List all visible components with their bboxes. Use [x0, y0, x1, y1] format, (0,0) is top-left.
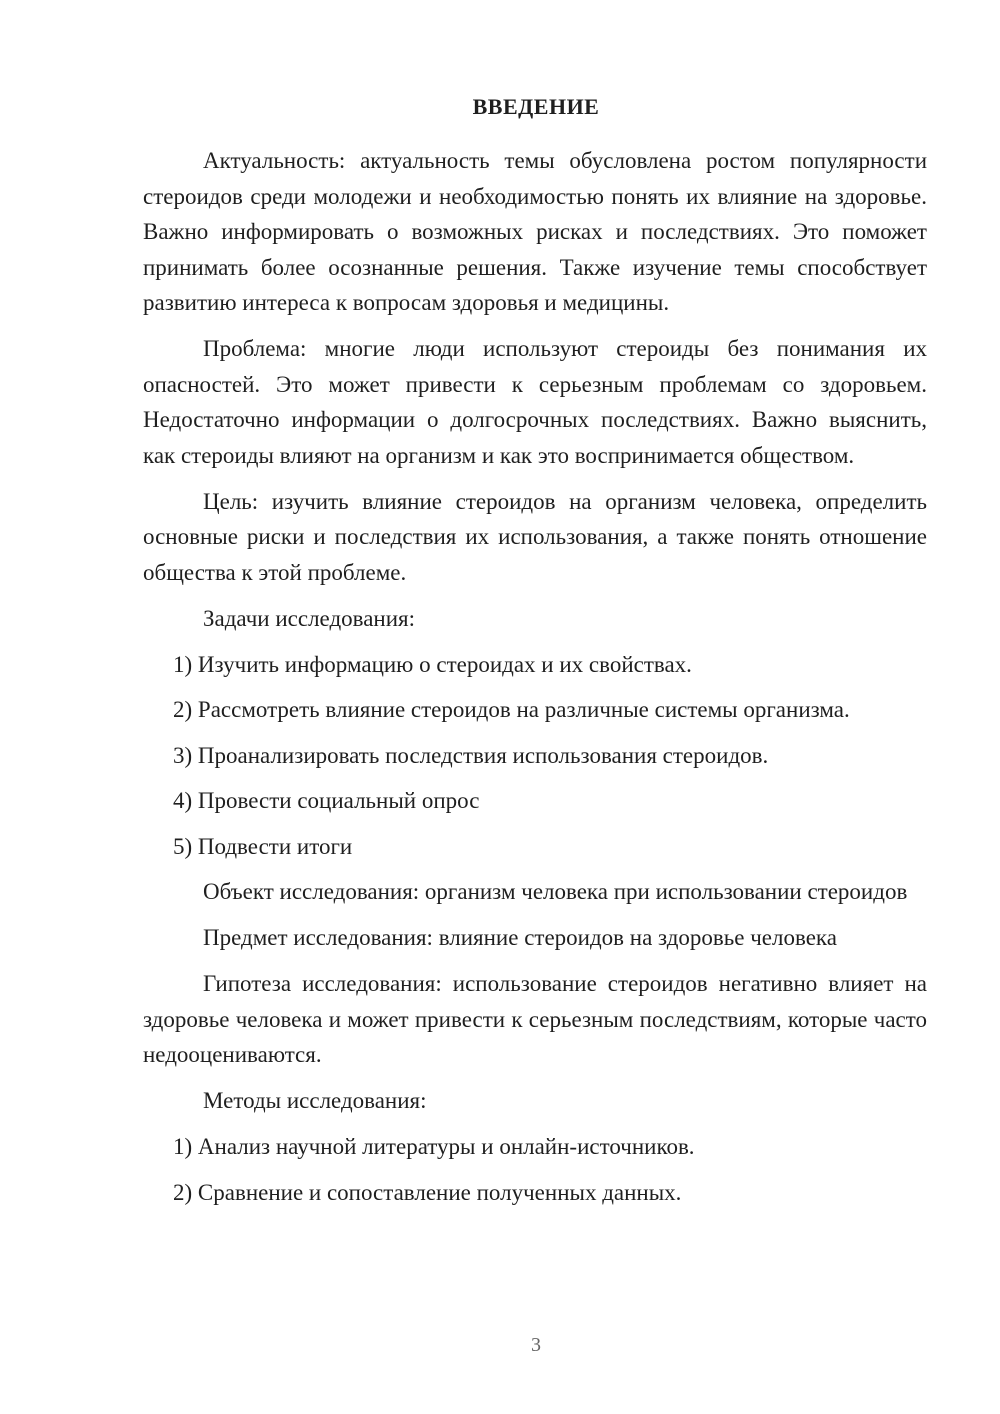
body-text — [143, 143, 927, 1220]
task-item: 4) Провести социальный опрос — [173, 788, 480, 813]
page-number: 3 — [531, 1334, 541, 1356]
task-item: 2) Рассмотреть влияние стероидов на различные системы организма. — [173, 697, 850, 722]
method-item: 1) Анализ научной литературы и онлайн-источников. — [173, 1134, 695, 1159]
object-paragraph: Объект исследования: организм человека при использовании стероидов — [203, 879, 908, 904]
methods-title: Методы исследования: — [203, 1088, 427, 1113]
relevance-paragraph: Актуальность: актуальность темы обусловлена ростом популярности стероидов среди молодежи и необходимостью понять их влияние на здоровье. Важно информировать о возможных рисках и последствиях. Это поможет принимать более осознанные решения. Также изучение темы способствует развитию интереса к вопросам здоровья и медицины. — [143, 148, 927, 315]
task-item: 5) Подвести итоги — [173, 833, 353, 859]
task-item: 3) Проанализировать последствия использования стероидов. — [173, 742, 769, 768]
task-item: 1) Изучить информацию о стероидах и их свойствах. — [173, 651, 692, 677]
goal-paragraph: Цель: изучить влияние стероидов на организм человека, определить основные риски и последствия их использования, а также понять отношение общества к этой проблеме. — [143, 488, 927, 585]
section-heading: ВВЕДЕНИЕ — [472, 94, 600, 119]
method-item: 2) Сравнение и сопоставление полученных данных. — [173, 1179, 682, 1205]
tasks-title: Задачи исследования: — [203, 605, 416, 631]
hypothesis-paragraph: Гипотеза исследования: использование стероидов негативно влияет на здоровье человека и может привести к серьезным последствиям, которые часто недооцениваются. — [143, 971, 927, 1067]
subject-paragraph: Предмет исследования: влияние стероидов на здоровье человека — [203, 925, 837, 950]
problem-paragraph: Проблема: многие люди используют стероиды без понимания их опасностей. Это может привести к серьезным проблемам со здоровьем. Недостаточно информации о долгосрочных последствиях. Важно выяснить, как стероиды влияют на организм и как это воспринимается обществом. — [143, 336, 927, 468]
